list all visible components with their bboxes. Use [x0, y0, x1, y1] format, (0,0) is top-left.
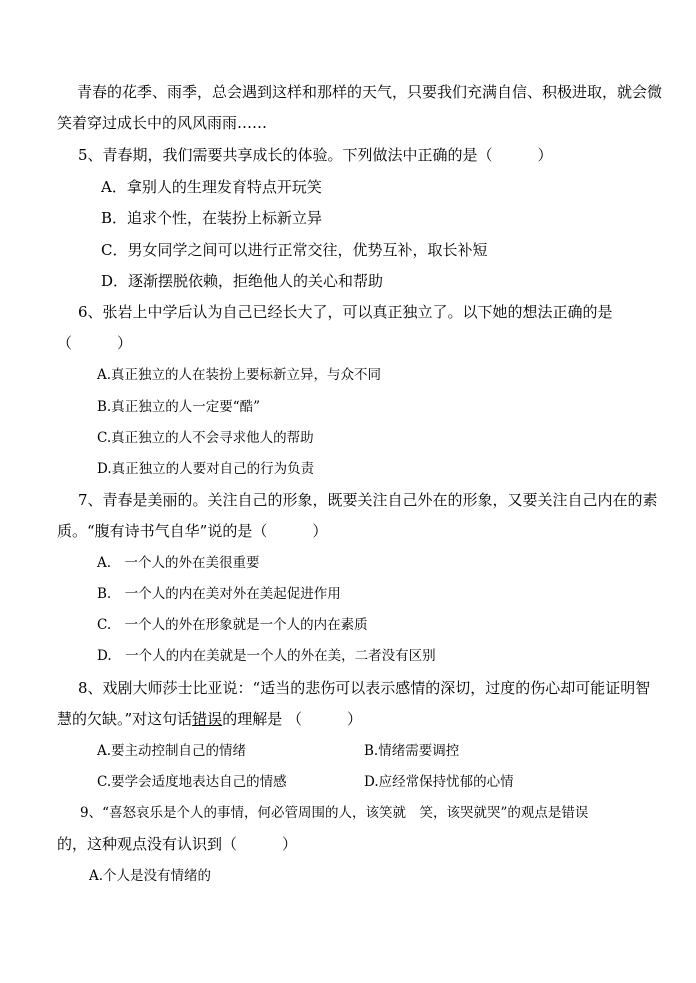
question-8-stem-part-before: 慧的欠缺。”对这句话 [57, 710, 193, 728]
question-8-option-b: B.情绪需要调控 [364, 743, 460, 759]
question-6-stem: 6、张岩上中学后认为自己已经长大了，可以真正独立了。以下她的想法正确的是 [78, 303, 613, 321]
question-6-option-a: A.真正独立的人在装扮上要标新立异，与众不同 [97, 367, 382, 383]
question-7-stem: 7、青春是美丽的。关注自己的形象，既要关注自己外在的形象，又要关注自己内在的素 [78, 491, 658, 509]
intro-paragraph-line-2: 笑着穿过成长中的风风雨雨…… [57, 114, 268, 132]
question-7-option-a: A. 一个人的外在美很重要 [97, 555, 260, 571]
question-7-option-b: B. 一个人的内在美对外在美起促进作用 [97, 586, 341, 602]
question-6-option-c: C.真正独立的人不会寻求他人的帮助 [97, 430, 314, 446]
question-9-stem: 9、“喜怒哀乐是个人的事情，何必管周围的人，该笑就 笑，该哭就哭”的观点是错误 [80, 805, 589, 821]
question-8-option-a: A.要主动控制自己的情绪 [97, 743, 247, 759]
question-8-stem: 8、戏剧大师莎士比亚说：“适当的悲伤可以表示感情的深切，过度的伤心却可能证明智 [78, 679, 651, 697]
question-7-stem-continued: 质。“腹有诗书气自华”说的是（ ） [57, 522, 328, 540]
question-8-option-d: D.应经常保持忧郁的心情 [364, 774, 514, 790]
question-6-stem-continued: （ ） [57, 334, 133, 352]
question-9-option-a: A.个人是没有情绪的 [89, 868, 212, 884]
question-6-option-d: D.真正独立的人要对自己的行为负责 [97, 461, 315, 477]
intro-paragraph-line-1: 青春的花季、雨季，总会遇到这样和那样的天气，只要我们充满自信、积极进取，就会微 [77, 83, 663, 101]
question-9-stem-continued: 的，这种观点没有认识到（ ） [57, 835, 298, 853]
question-8-stem-part-after: 的理解是 （ ） [222, 710, 362, 728]
question-5-option-d: D．逐渐摆脱依赖，拒绝他人的关心和帮助 [101, 272, 384, 290]
question-5-stem: 5、青春期，我们需要共享成长的体验。下列做法中正确的是（ ） [78, 146, 553, 164]
question-5-option-b: B．追求个性，在装扮上标新立异 [101, 209, 323, 227]
question-5-option-c: C．男女同学之间可以进行正常交往，优势互补，取长补短 [101, 241, 488, 259]
question-5-option-a: A．拿别人的生理发育特点开玩笑 [101, 178, 322, 196]
question-8-underlined-word: 错误 [192, 710, 223, 728]
question-8-stem-continued [57, 709, 362, 729]
question-7-option-d: D. 一个人的内在美就是一个人的外在美，二者没有区别 [97, 648, 436, 664]
question-8-option-c: C.要学会适度地表达自己的情感 [97, 774, 287, 790]
question-6-option-b: B.真正独立的人一定要“酷” [97, 399, 261, 415]
question-7-option-c: C. 一个人的外在形象就是一个人的内在素质 [97, 617, 368, 633]
